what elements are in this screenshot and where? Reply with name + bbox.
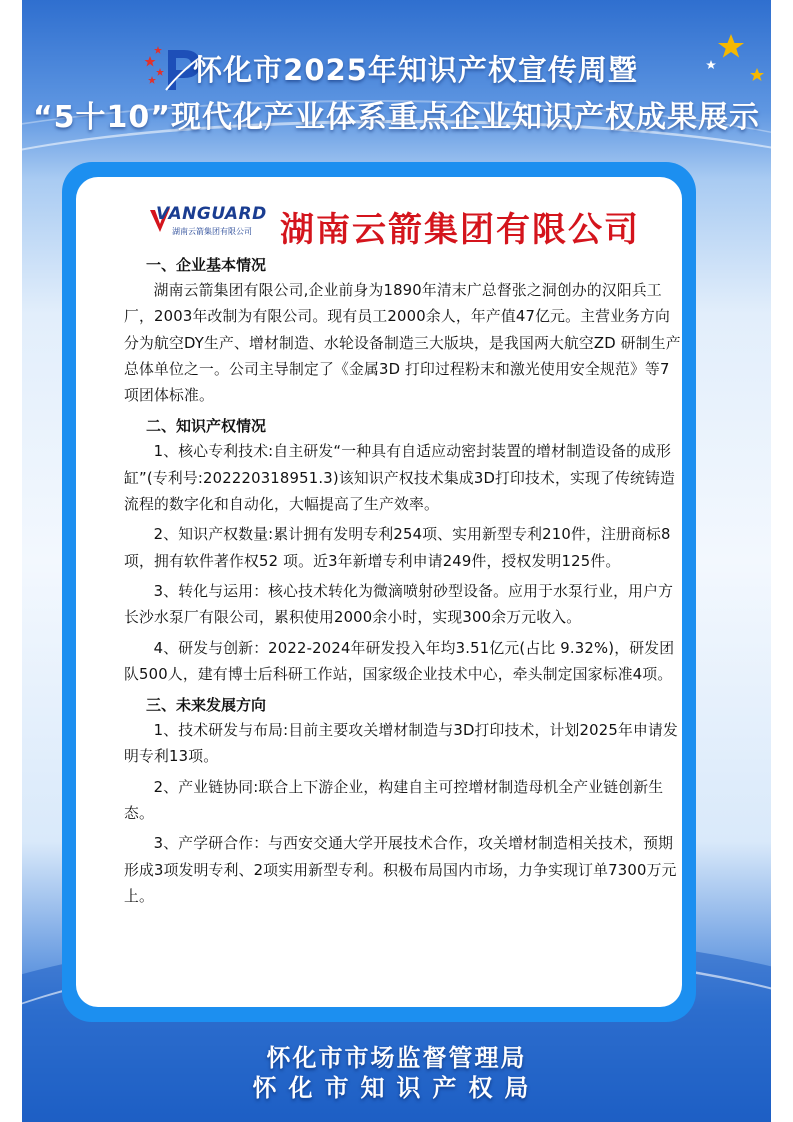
brand-logo-subtext: 湖南云箭集团有限公司 — [172, 227, 252, 236]
paragraph: 2、产业链协同:联合上下游企业，构建自主可控增材制造母机全产业链创新生态。 — [124, 778, 664, 823]
brand-logo-text: VANGUARD — [156, 204, 267, 224]
content-body — [104, 252, 684, 914]
paragraph: 4、研发与创新：2022-2024年研发投入年均3.51亿元(占比 9.32%)，研发团队500人，建有博士后科研工作站，国家级企业技术中心，牵头制定国家标准4项。 — [124, 639, 675, 683]
paragraph: 1、核心专利技术:自主研发“一种具有自适应动密封装置的增材制造设备的成形缸”(专利号:202220318951.3)该知识产权技术集成3D打印技术，实现了传统铸造流程的数字化和自动化，大幅提高了生产效率。 — [124, 443, 676, 514]
paragraph: 3、产学研合作：与西安交通大学开展技术合作，攻关增材制造相关技术，预期形成3项发明专利、2项实用新型专利。积极布局国内市场，力争实现订单7300万元上。 — [124, 835, 677, 905]
section-title: 三、未来发展方向 — [146, 696, 267, 715]
paragraph: 3、转化与运用：核心技术转化为微滴喷射砂型设备。应用于水泵行业，用户方长沙水泵厂有限公司，累积使用2000余小时，实现300余万元收入。 — [124, 582, 674, 627]
section-future-direction — [104, 692, 684, 910]
footer-org-line2: 怀化市知识产权局 — [252, 1074, 541, 1102]
section-basic-info — [104, 252, 684, 409]
paragraph: 1、技术研发与布局:目前主要攻关增材制造与3D打印技术，计划2025年申请发明专利13项。 — [124, 722, 678, 766]
company-header — [148, 202, 668, 250]
footer-org-line1: 怀化市市场监督管理局 — [266, 1044, 527, 1072]
paragraph: 2、知识产权数量:累计拥有发明专利254项、实用新型专利210件，注册商标8项，拥有软件著作权52 项。近3年新增专利申请249件，授权发明125件。 — [124, 526, 671, 570]
poster-title-line2: “5十10”现代化产业体系重点企业知识产权成果展示 — [32, 100, 761, 135]
section-ip-status — [104, 413, 684, 688]
section-title: 二、知识产权情况 — [146, 417, 267, 436]
decorative-stars-icon — [701, 30, 771, 90]
poster-title-line1: 怀化市2025年知识产权宣传周暨 — [193, 53, 638, 87]
company-brand-logo — [148, 204, 266, 244]
company-name: 湖南云箭集团有限公司 — [280, 210, 640, 250]
paragraph: 湖南云箭集团有限公司,企业前身为1890年清末广总督张之洞创办的汉阳兵工厂，2003年改制为有限公司。现有员工2000余人，年产值47亿元。主营业务方向分为航空DY生产、增材制造、水轮设备制造三大版块，是我国两大航空ZD 研制生产总体单位之一。公司主导制定了《金属3D 打印过程粉末和激光使用安全规范》等7项团体标准。 — [124, 282, 681, 405]
section-title: 一、企业基本情况 — [146, 256, 267, 274]
